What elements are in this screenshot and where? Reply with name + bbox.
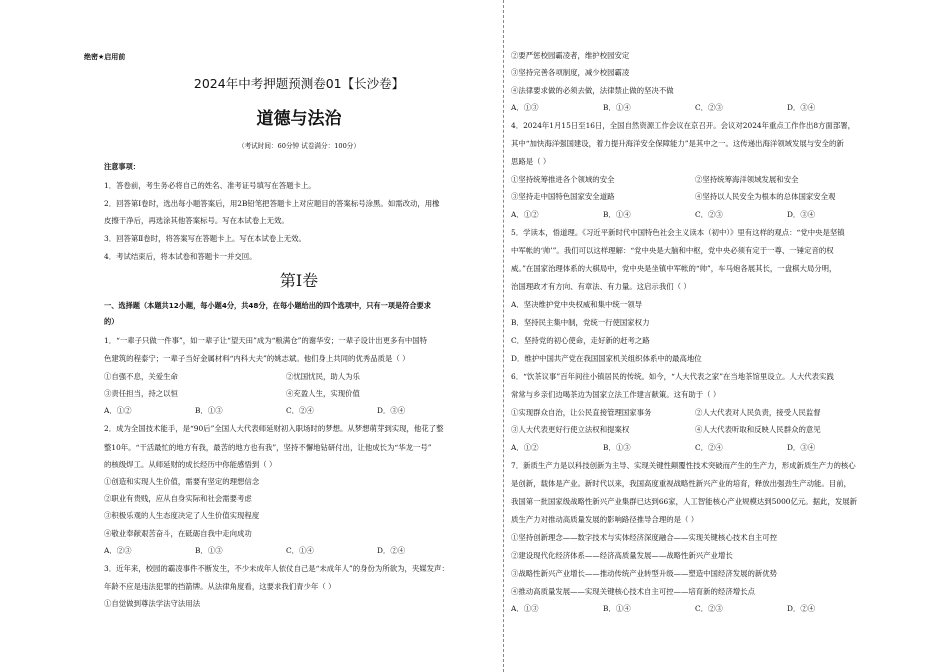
section-heading: 一、选择题（本题共12小题，每小题4分，共48分，在每小题给出的四个选项中，只有一项是符合要求 bbox=[104, 301, 431, 310]
choice-b: B．①③ bbox=[603, 443, 631, 452]
choice-c: C．②③ bbox=[695, 210, 723, 219]
option-text: ①坚持统筹推进各个领域的安全 bbox=[511, 175, 615, 184]
choice-b: B．①③ bbox=[195, 546, 223, 555]
volume-title: 第Ⅰ卷 bbox=[279, 271, 319, 290]
option-text: ③坚持走中国特色国家安全道路 bbox=[511, 192, 615, 201]
question-text: 思路是（ ） bbox=[511, 157, 551, 166]
exam-meta: （考试时间：60分钟 试卷满分：100分） bbox=[238, 142, 360, 150]
note-line: 2．回答第Ⅰ卷时，选出每小题答案后，用2B铅笔把答题卡上对应题目的答案标号涂黑。如需改动，用橡 bbox=[104, 199, 440, 208]
option-text: ③坚持完善各项制度，减少校园霸凌 bbox=[511, 68, 630, 77]
subject-title: 道德与法治 bbox=[256, 109, 342, 129]
option-text: ④法律要求做的必须去做，法律禁止做的坚决不做 bbox=[511, 86, 674, 95]
choice-d: D．③④ bbox=[377, 406, 406, 415]
left-column bbox=[84, 0, 498, 672]
choice-d: D．③④ bbox=[787, 103, 816, 112]
option-text: ①自强不息，关爱生命 bbox=[104, 372, 178, 381]
choice-a: A．①② bbox=[511, 210, 539, 219]
option-text: ②要严惩校园霸凌者，维护校园安定 bbox=[511, 51, 630, 60]
question-text: 治国理政才有方向、有章法、有力量。这启示我们（ ） bbox=[511, 282, 691, 291]
question-text: 威。”在国家治理体系的大棋局中，党中央是坐镇中军帐的“帅”，车马炮各展其长，一盘棋大局分明， bbox=[511, 264, 837, 273]
choice-a: A．①③ bbox=[511, 103, 539, 112]
choice-b: B．①④ bbox=[603, 604, 631, 613]
question-text: 6．“饮茶议事”百年间往小镇居民的传统。如今，“人大代表之家”在当地茶馆里设立。人大代表实践 bbox=[511, 372, 834, 381]
option-text: A．坚决维护党中央权威和集中统一领导 bbox=[511, 300, 642, 309]
choice-b: B．①④ bbox=[603, 103, 631, 112]
question-text: 中军帐的‘帅’”。我们可以这样理解：“党中央是大脑和中枢，党中央必须有定于一尊、一锤定音的权 bbox=[511, 246, 834, 255]
option-text: ②职业有贵贱，应从自身实际和社会需要考虑 bbox=[104, 494, 252, 503]
choice-c: C．②③ bbox=[695, 103, 723, 112]
option-text: ③人大代表更好行使立法权和提案权 bbox=[511, 425, 630, 434]
question-text: 4．2024年1月15日至16日，全国自然资源工作会议在京召开。会议对2024年重点工作作出8方面部署， bbox=[511, 121, 855, 130]
choice-b: B．①③ bbox=[195, 406, 223, 415]
question-text: 色建筑的程泰宁；一辈子当好金属材料“内科大夫”的姚志斌。他们身上共同的优秀品质是（ ） bbox=[104, 354, 410, 363]
option-text: B．坚持民主集中制，党统一行使国家权力 bbox=[511, 318, 650, 327]
option-text: C．坚持党的初心使命，走好新的赶考之路 bbox=[511, 336, 650, 345]
option-text: ①创造和实现人生价值，需要有坚定的理想信念 bbox=[104, 477, 260, 486]
question-text: 其中“加快海洋强国建设，着力提升海洋安全保障能力”是其中之一。这传递出海洋领域发展与安全的新 bbox=[511, 139, 844, 148]
notes-heading: 注意事项： bbox=[104, 162, 140, 171]
option-text: ②坚持统筹海洋领域发展和安全 bbox=[695, 175, 799, 184]
column-divider bbox=[503, 0, 505, 672]
right-column bbox=[511, 0, 913, 672]
note-line: 1．答卷前，考生务必将自己的姓名、准考证号填写在答题卡上。 bbox=[104, 181, 316, 190]
question-text: 1．“一辈子只做一件事”，如一辈子让“望天田”成为“粮满仓”的谢华安；一辈子设计出更多有中国特 bbox=[104, 336, 428, 345]
question-text: 常常与乡亲们边喝茶边为国家立法工作建言献策。这有助于（ ） bbox=[511, 390, 721, 399]
choice-b: B．①④ bbox=[603, 210, 631, 219]
section-heading-cont: 的） bbox=[104, 317, 119, 326]
question-text: 的核级焊工。从师延财的成长经历中你能感悟到（ ） bbox=[104, 460, 277, 469]
option-text: ③责任担当，持之以恒 bbox=[104, 389, 178, 398]
choice-c: C．②④ bbox=[286, 406, 314, 415]
question-text: 3．近年来，校园的霸凌事件不断发生，不少未成年人依仗自己是“未成年人”的身份为所欲为，夹媒发声： bbox=[104, 564, 449, 573]
note-line: 4．考试结束后，将本试卷和答题卡一并交回。 bbox=[104, 252, 257, 261]
secret-label: 绝密★启用前 bbox=[84, 53, 126, 61]
option-text: ②建设现代化经济体系——经济高质量发展——战略性新兴产业增长 bbox=[511, 551, 733, 560]
choice-d: D．③④ bbox=[787, 210, 816, 219]
choice-c: C．②③ bbox=[695, 604, 723, 613]
option-text: ④推动高质量发展——实现关键核心技术自主可控——培育新的经济增长点 bbox=[511, 587, 755, 596]
question-text: 7．新质生产力是以科技创新为主导、实现关键性颠覆性技术突破而产生的生产力，形成新质生产力的核心 bbox=[511, 461, 856, 470]
choice-a: A．②③ bbox=[104, 546, 132, 555]
exam-title: 2024年中考押题预测卷01【长沙卷】 bbox=[193, 76, 405, 91]
option-text: ①自觉做到尊法学法守法用法 bbox=[104, 599, 201, 608]
choice-a: A．①② bbox=[104, 406, 132, 415]
choice-d: D．②④ bbox=[787, 604, 816, 613]
option-text: ④坚持以人民安全为根本的总体国家安全观 bbox=[695, 192, 836, 201]
question-text: 5．学读本，悟道理。《习近平新时代中国特色社会主义读本（初中）》里有这样的观点：“党中央是坚镇 bbox=[511, 228, 845, 237]
question-text: 年龄不应是违法犯罪的挡箭牌。从法律角度看，这要求我们青少年（ ） bbox=[104, 582, 336, 591]
choice-c: C．①④ bbox=[286, 546, 314, 555]
option-text: ②人大代表对人民负责，接受人民监督 bbox=[695, 408, 821, 417]
question-text: 整10年。“干活最忙的地方有我，最苦的地方也有我”，坚持不懈地钻研付出，让他成长为“华龙一号” bbox=[104, 443, 432, 452]
option-text: ②忧国忧民，助人为乐 bbox=[286, 372, 360, 381]
option-text: ①实现群众自治，让公民直接管理国家事务 bbox=[511, 408, 652, 417]
choice-a: A．①② bbox=[511, 443, 539, 452]
option-text: ④充盈人生，实现价值 bbox=[286, 389, 360, 398]
choice-d: D．③④ bbox=[787, 443, 816, 452]
option-text: D．维护中国共产党在我国国家机关组织体系中的最高地位 bbox=[511, 354, 702, 363]
question-text: 我国第一批国家级战略性新兴产业集群已达到66家，人工智能核心产业规模达到5000亿元。据此，发展新 bbox=[511, 497, 858, 506]
note-line: 皮擦干净后，再选涂其他答案标号。写在本试卷上无效。 bbox=[104, 216, 289, 225]
option-text: ④人大代表听取和反映人民群众的意见 bbox=[695, 425, 821, 434]
question-text: 是创新，载体是产业。新时代以来，我国高度重视战略性新兴产业的培育，释放出强劲生产动能。目前， bbox=[511, 479, 851, 488]
question-text: 质生产力对推动高质量发展的影响路径推导合理的是（ ） bbox=[511, 515, 699, 524]
choice-a: A．①③ bbox=[511, 604, 539, 613]
choice-d: D．②④ bbox=[377, 546, 406, 555]
option-text: ④敬业奉献艰苦奋斗，在砥砺自我中走向成功 bbox=[104, 529, 252, 538]
option-text: ③积极乐观的人生态度决定了人生价值实现程度 bbox=[104, 511, 260, 520]
option-text: ③战略性新兴产业增长——推动传统产业转型升级——塑造中国经济发展的新优势 bbox=[511, 569, 778, 578]
option-text: ①坚持创新理念——数字技术与实体经济深度融合——实现关键核心技术自主可控 bbox=[511, 533, 778, 542]
note-line: 3．回答第Ⅱ卷时，将答案写在答题卡上。写在本试卷上无效。 bbox=[104, 234, 306, 243]
choice-c: C．②④ bbox=[695, 443, 723, 452]
question-text: 2．成为全国技术能手，是“90后”全国人大代表师延财初入职场时的梦想。从梦想萌芽到实现，他花了整 bbox=[104, 424, 444, 433]
